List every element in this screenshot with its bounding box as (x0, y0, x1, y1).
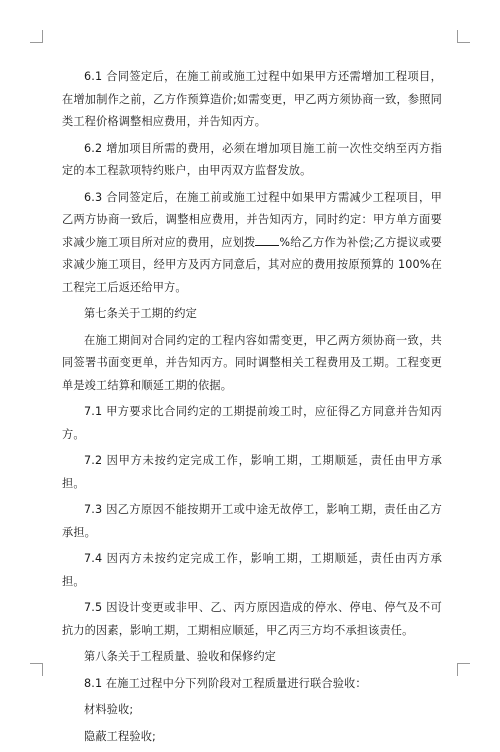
inspection-item-concealed-works: 隐蔽工程验收; (84, 729, 156, 743)
clause-6-2: 6.2 增加项目所需的费用，必须在增加项目施工前一次性交纳至丙方指定的本工程款项特约账户，由甲丙双方监督发放。 (62, 141, 442, 177)
clause-6-3-text-a: 6.3 合同签定后，在施工前或施工过程中如果甲方需减少工程项目，甲乙两方协商一致后，调整相应费用，并告知丙方，同时约定：甲方单方面要求减少施工项目所对应的费用，应划拨 (62, 190, 442, 249)
article-7-heading: 第七条关于工期的约定 (84, 307, 197, 320)
inspection-item-materials: 材料验收; (84, 703, 134, 716)
clause-7-2: 7.2 因甲方未按约定完成工作，影响工期，工期顺延，责任由甲方承担。 (62, 454, 442, 490)
clause-7-3: 7.3 因乙方原因不能按期开工或中途无故停工，影响工期，责任由乙方承担。 (62, 503, 442, 539)
clause-6-3-text-b: %给乙方作为补偿;乙方提议或要求减少施工项目，经甲方及丙方同意后，其对应的费用按原预算的 100%在工程完工后返还给甲方。 (62, 235, 442, 294)
crop-mark-bottom-right (457, 663, 470, 676)
article-8-heading: 第八条关于工程质量、验收和保修约定 (84, 650, 276, 663)
clause-6-3 (62, 187, 442, 300)
clause-7-5: 7.5 因设计变更或非甲、乙、丙方原因造成的停水、停电、停气及不可抗力的因素，影响工期，工期相应顺延，甲乙丙三方均不承担该责任。 (62, 601, 442, 637)
crop-mark-top-right (457, 30, 470, 43)
crop-mark-top-left (30, 30, 43, 43)
document-body (62, 66, 442, 752)
article-7-intro: 在施工期间对合同约定的工程内容如需变更，甲乙两方须协商一致，共同签署书面变更单，并告知丙方。同时调整相关工程费用及工期。工程变更单是竣工结算和顺延工期的依据。 (62, 333, 442, 392)
clause-7-1: 7.1 甲方要求比合同约定的工期提前竣工时，应征得乙方同意并告知丙方。 (62, 405, 442, 441)
clause-8-1: 8.1 在施工过程中分下列阶段对工程质量进行联合验收： (84, 676, 367, 690)
clause-6-1: 6.1 合同签定后，在施工前或施工过程中如果甲方还需增加工程项目，在增加制作之前，乙方作预算造价;如需变更，甲乙两方须协商一致，参照同类工程价格调整相应费用，并告知丙方。 (62, 70, 442, 128)
crop-mark-bottom-left (30, 663, 43, 676)
clause-7-4: 7.4 因丙方未按约定完成工作，影响工期，工期顺延，责任由丙方承担。 (62, 552, 442, 588)
percentage-blank (255, 233, 279, 246)
